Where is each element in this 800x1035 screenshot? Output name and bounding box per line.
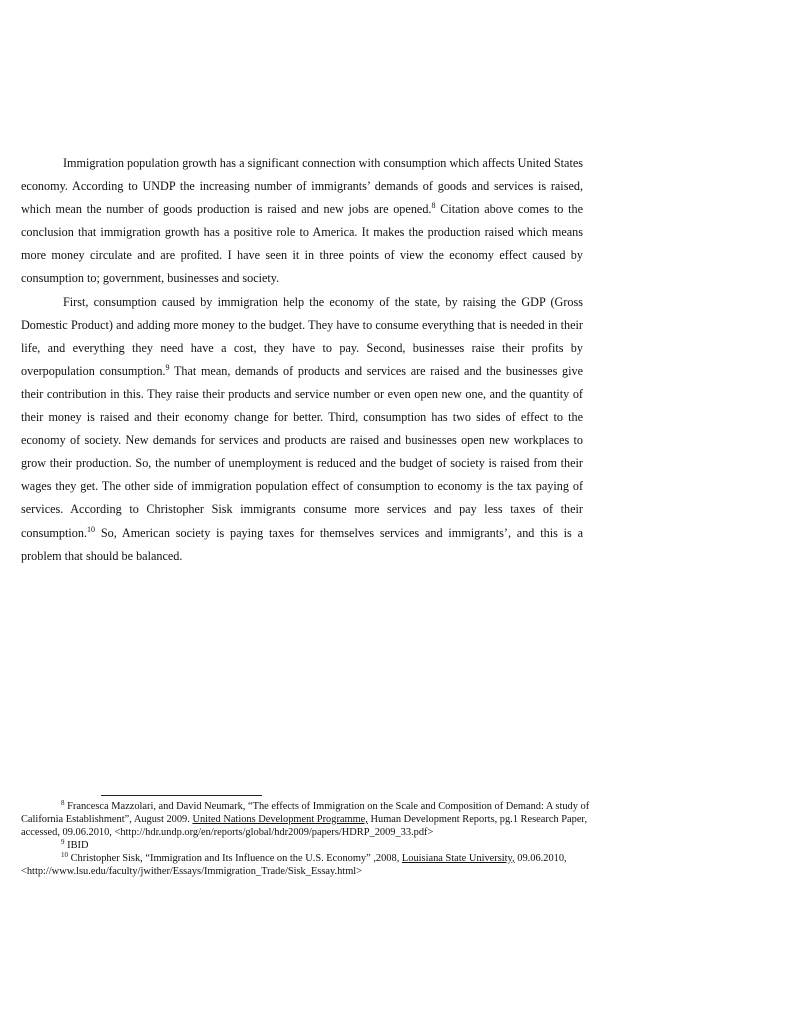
footnote-text: Human Development Reports, pg.1 Research Paper, accessed, 09.06.2010, <http://hdr.undp.org/en/reports/global/hdr2009/papers/HDRP_2009_33.pdf> [21, 814, 588, 838]
body-text [21, 152, 583, 568]
paragraph-text: That mean, demands of products and services are raised and the businesses give their contribution in this. They raise their products and service number or even open new one, and the quantity of their money is raised and their economy change for better. Third, consumption has two sides of effect to the economy of society. New demands for services and products are raised and businesses open new workplaces to grow their production. So, the number of unemployment is reduced and the budget of society is raised from their wages they get. The other side of immigration population effect of consumption to economy is the tax paying of services. According to Christopher Sisk immigrants consume more services and pay less taxes of their consumption. [21, 363, 583, 540]
footnote-number: 10 [61, 851, 68, 859]
paragraph-text: Citation above comes to the conclusion that immigration growth has a positive role to America. It makes the production raised which means more money circulate and are profited. I have seen it in three points of view the economy effect caused by consumption to; government, businesses and society. [21, 202, 584, 286]
footnote [21, 800, 621, 839]
paragraph-text: So, American society is paying taxes for themselves services and immigrants’, and this is a problem that should be balanced. [21, 525, 583, 563]
footnotes [21, 800, 621, 878]
footnote [21, 839, 621, 852]
paragraph [21, 291, 583, 568]
footnote-number: 9 [61, 838, 65, 846]
footnote-text: 09.06.2010, <http://www.lsu.edu/faculty/jwither/Essays/Immigration_Trade/Sisk_Essay.html> [21, 853, 567, 877]
footnote-text: Christopher Sisk, “Immigration and Its Influence on the U.S. Economy” ,2008, [70, 853, 400, 864]
paragraph-text: Immigration population growth has a significant connection with consumption which affects United States economy. According to UNDP the increasing number of immigrants’ demands of goods and services is raised, which mean the number of goods production is raised and new jobs are opened. [21, 156, 583, 217]
footnote-link[interactable]: Louisiana State University, [401, 853, 515, 864]
footnote-ref: 9 [165, 362, 170, 372]
footnote [21, 852, 621, 878]
footnote-ref: 10 [87, 524, 96, 534]
footnote-text: IBID [67, 840, 89, 851]
footnote-ref: 8 [431, 201, 436, 211]
footnote-text: Francesca Mazzolari, and David Neumark, “The effects of Immigration on the Scale and Composition of Demand: A study of California Establishment”, August 2009. [21, 801, 590, 825]
footnote-number: 8 [61, 799, 65, 807]
paragraph [21, 152, 583, 291]
footnote-link[interactable]: United Nations Development Programme, [192, 814, 368, 825]
paragraph-text: First, consumption caused by immigration help the economy of the state, by raising the GDP (Gross Domestic Product) and adding more money to the budget. They have to consume everything that is needed in their life, and everything they need have a cost, they have to pay. Second, businesses raise their profits by overpopulation consumption. [21, 294, 583, 378]
footnote-separator [101, 795, 262, 796]
